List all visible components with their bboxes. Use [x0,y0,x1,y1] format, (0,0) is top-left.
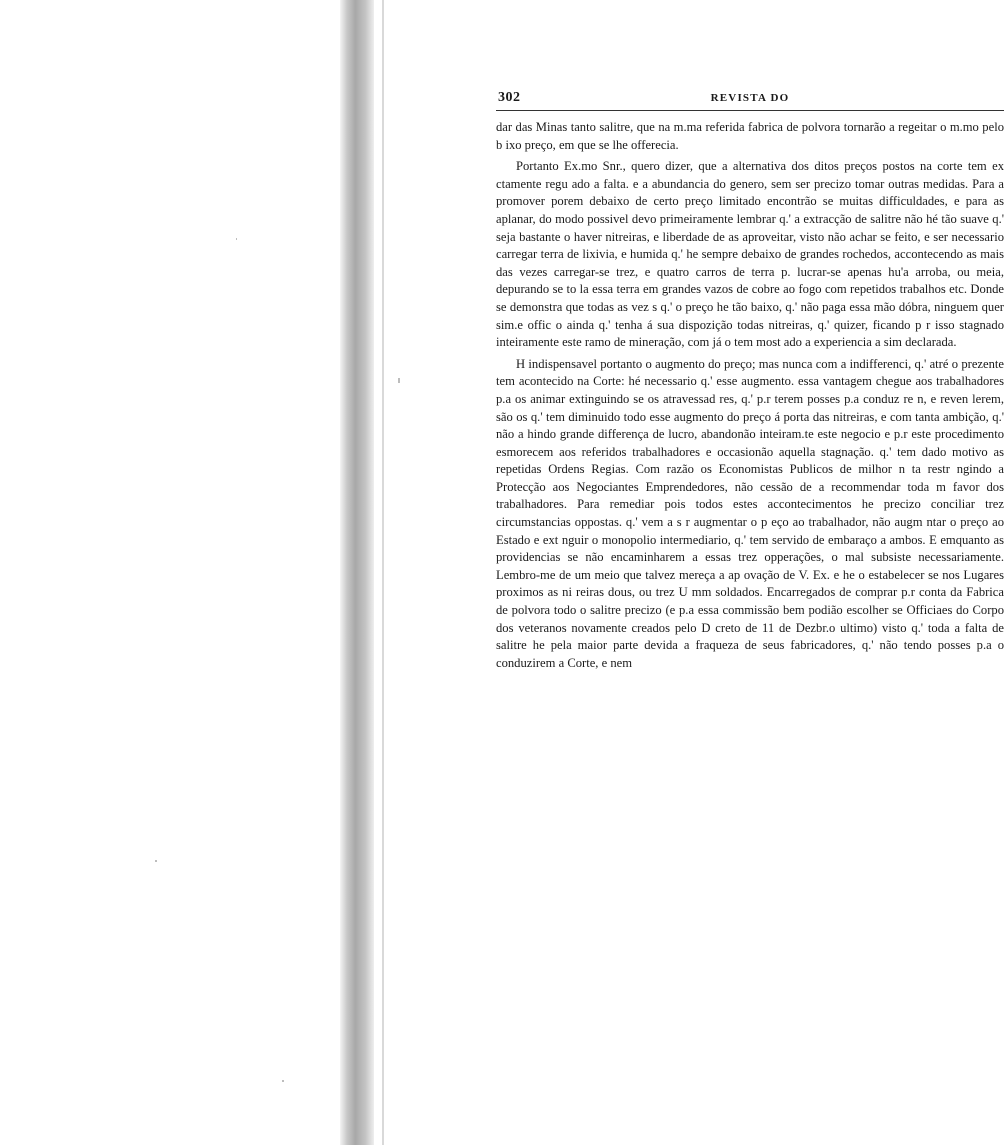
paragraph-1: dar das Minas tanto salitre, que na m.ma referida fabrica de polvora tornarão a regeitar o m.mo pelo b ixo preço, em que se lhe offerecia. [496,120,1004,152]
running-title: REVISTA DO [710,92,790,104]
running-head [496,88,1004,111]
book-gutter-shadow [340,0,374,1145]
paper-speck [282,1080,284,1082]
paragraph-3: H indispensavel portanto o augmento do preço; mas nunca com a indifferenci, q.' atré o prezente tem acontecido na Corte: hé necessario q.' esse augmento. essa vantagem chegue aos trabalhadores p.a os animar extinguindo se os atravessad res, q.' p.r terem posses p.a conduz re n, e reven lerem, são os q.' tem diminuido todo esse augmento do preço á porta das nitreiras, e com tanta ambição, q.' não a hindo grande differença de lucro, abandonão inteiram.te este negocio e p.r este procedimento esmorecem aos referidos trabalhadores e occasionão aquella stagnação. q.' tem dado motivo as repetidas Ordens Regias. Com razão os Economistas Publicos de milhor n ta restr ngindo a Protecção aos Negociantes Emprendedores, não cessão de a recommendar toda m favor dos trabalhadores. Para remediar pois todos estes accontecimentos he precizo conciliar trez circumstancias oppostas. q.' vem a s r augmentar o p eço ao trabalhador, não augm ntar o preço ao Estado e ext nguir o monopolio intermediario, q.' tem servido de embaraço a ambos. E emquanto as providencias se não encaminharem a essas trez opperações, o mal subsiste necessariamente. Lembro-me de um meio que talvez mereça a ap ovação de V. Ex. e he o estabelecer se nos Lugares proximos as ni reiras dous, ou trez U mm soldados. Encarregados de comprar p.r conta da Fabrica de polvora todo o salitre precizo (e p.a essa commissão bem podião escolher se Officiaes do Corpo dos veteranos novamente creados pelo D creto de 11 de Dezbr.o ultimo) visto q.' toda a falta de salitre he pela maior parte devida a fraqueza de seus fabricadores, q.' não tendo posses p.a o conduzirem a Corte, e nem [496,356,1004,670]
paper-speck [236,238,237,240]
paper-speck [155,860,157,862]
page-number: 302 [498,90,521,105]
facing-page-strip [0,0,360,1145]
paragraph-2: Portanto Ex.mo Snr., quero dizer, que a alternativa dos ditos preços postos na corte tem ex ctamente regu ado a falta. e a abundancia do genero, sem ser precizo tomar outras medidas. Para a promover porem debaixo de certo preço limitado encontrão se muitas difficuldades, e para as aplanar, do modo possivel devo primeiramente lembrar q.' a extracção de salitre não hé tão suave q.' seja bastante o haver nitreiras, e liberdade de as aproveitar, visto não achar se feito, e ser necessario carregar terra de lixivia, e humida q.' he sempre debaixo de grandes rochedos, accontecendo as mais das vezes carregar-se trez, e quatro carros de terra p. lucrar-se apenas hu'a arroba, ou meia, depurando se to la essa terra em grandes vazos de cobre ao fogo com repetidos trabalhos etc. Donde se demonstra que todas as vez s q.' o preço he tão baixo, q.' não paga essa mão dóbra, ninguem quer sim.e offic o ainda q.' tenha á sua dispozição todas nitreiras, q.' quizer, ficando p r isso stagnado inteiramente este ramo de mineração, com já o tem most ado a experiencia a sim declarada. [496,159,1004,350]
page-body [496,119,1004,672]
gutter-fold-line [382,0,384,1145]
book-page [496,88,1004,1138]
paper-speck [398,378,400,383]
